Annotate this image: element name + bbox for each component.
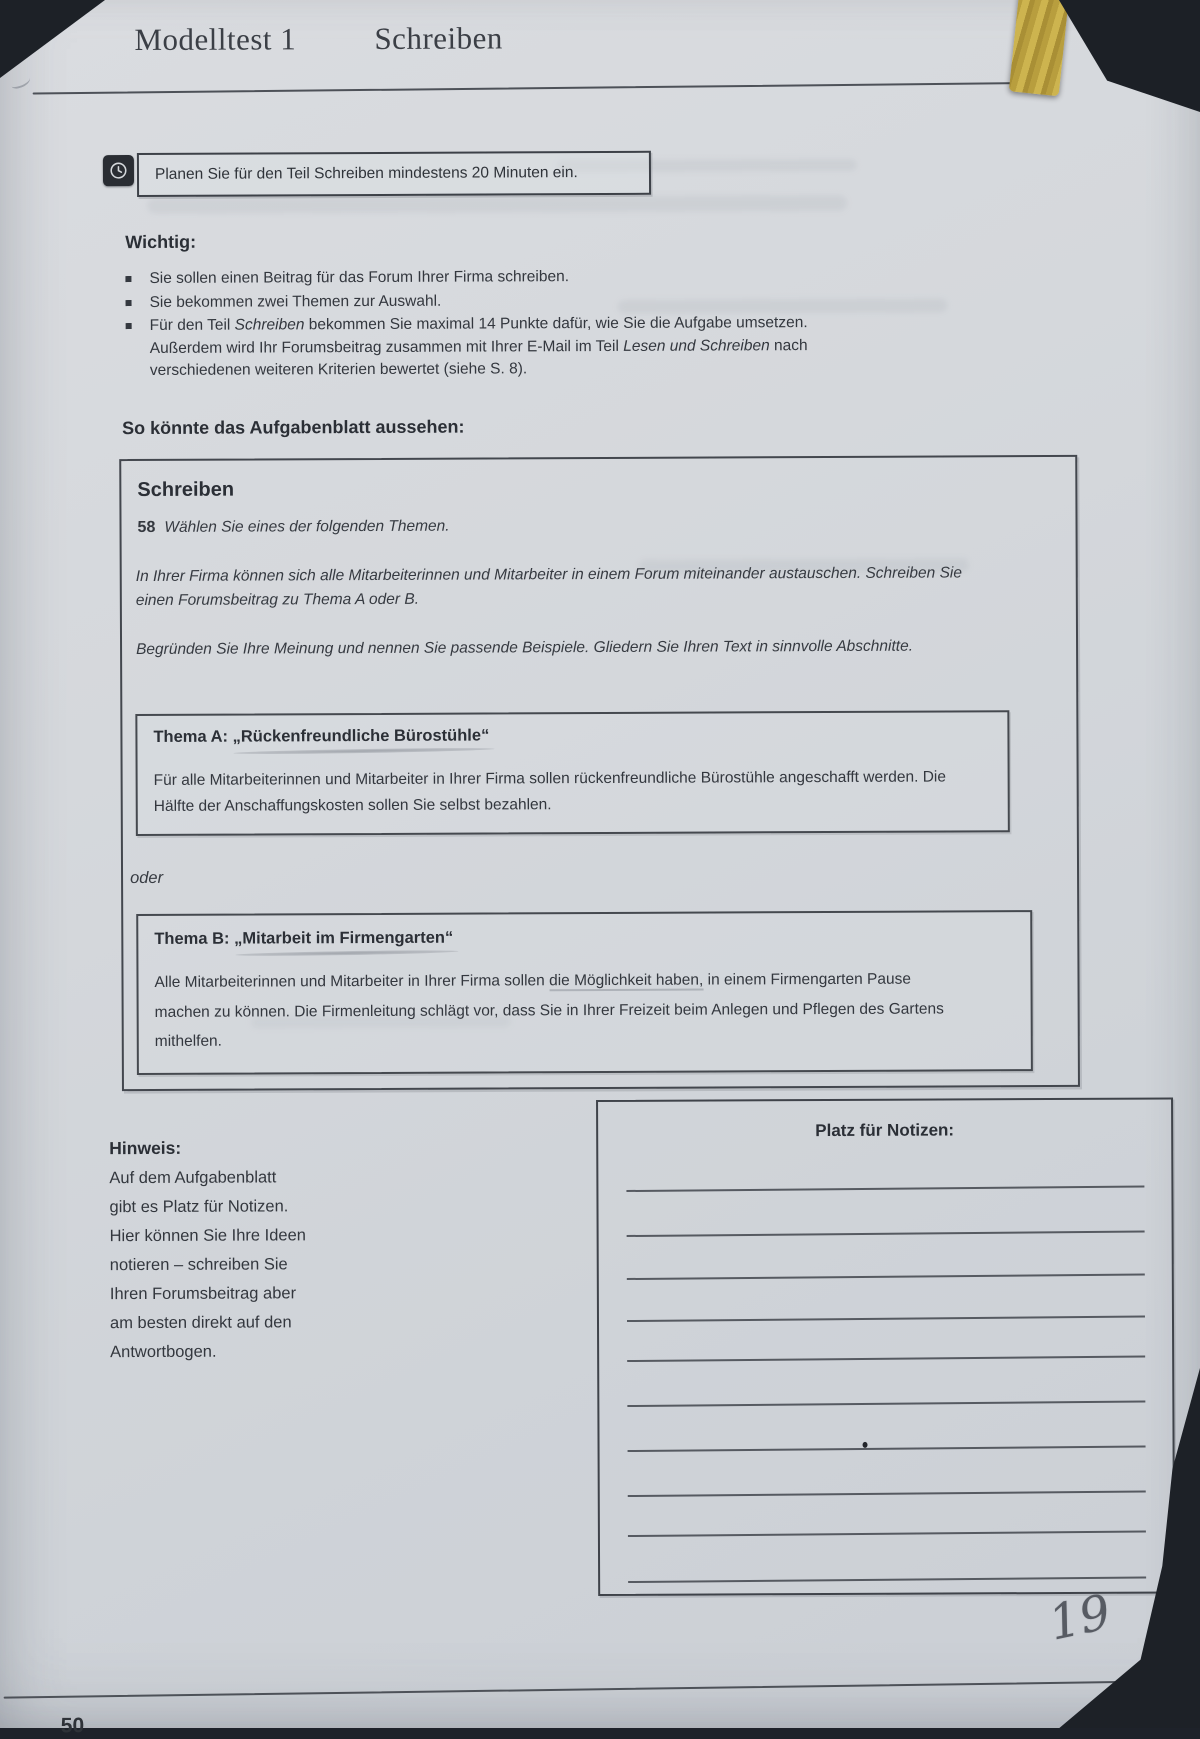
note-line xyxy=(626,1185,1144,1191)
note-line xyxy=(627,1273,1145,1279)
bullet-text: Für den Teil Schreiben bekommen Sie maximal 14 Punkte dafür, wie Sie die Aufgabe umsetzen. Außerdem wird Ihr Forumsbeitrag zusammen mit Ihrer E-Mail im Teil Lesen und Schreiben nach verschiedenen weiteren Kriterien bewertet (siehe S. 8). xyxy=(149,314,808,379)
hinweis-line: gibt es Platz für Notizen. xyxy=(109,1197,289,1217)
note-line xyxy=(627,1230,1145,1236)
bleedthrough-smudge xyxy=(147,195,847,214)
task-intro-paragraph: In Ihrer Firma können sich alle Mitarbeiterinnen und Mitarbeiter in einem Forum miteinander austauschen. Schreiben Sie einen Forumsbeitrag zu Thema A oder B. xyxy=(135,564,962,609)
note-line xyxy=(627,1315,1145,1321)
handwritten-page-number: 19 xyxy=(1044,1584,1116,1652)
footer-rule xyxy=(4,1680,1169,1699)
thema-a-title: „Rückenfreundliche Bürostühle“ xyxy=(232,726,490,746)
header-rule xyxy=(33,82,1043,95)
bullet-text: Sie bekommen zwei Themen zur Auswahl. xyxy=(149,292,442,311)
hinweis-line: Ihren Forumsbeitrag aber xyxy=(109,1284,297,1304)
notes-box xyxy=(596,1098,1175,1597)
note-line xyxy=(628,1576,1146,1582)
time-note-text: Planen Sie für den Teil Schreiben mindestens 20 Minuten ein. xyxy=(154,164,578,183)
thema-a-box xyxy=(135,710,1010,836)
hinweis-line: am besten direkt auf den xyxy=(109,1313,292,1333)
list-item xyxy=(123,288,847,314)
bullet-marker xyxy=(125,276,131,282)
bullet-marker xyxy=(126,323,132,329)
hinweis-line: Antwortbogen. xyxy=(110,1342,217,1362)
thema-a-heading: Thema A: „Rückenfreundliche Bürostühle“ xyxy=(153,726,490,746)
hinweis-text xyxy=(109,1163,390,1367)
note-line xyxy=(628,1445,1146,1451)
task-sheet-box xyxy=(119,455,1080,1091)
thema-connector: oder xyxy=(130,868,164,888)
task-item-line xyxy=(137,518,449,537)
page-section-title: Schreiben xyxy=(374,20,503,56)
thema-b-box xyxy=(136,910,1033,1075)
underlined-phrase: die Möglichkeit haben, xyxy=(549,971,704,990)
thema-a-body: Für alle Mitarbeiterinnen und Mitarbeiter in Ihrer Firma sollen rückenfreundliche Bürostühle angeschafft werden. Die Hälfte der Anschaffungskosten sollen Sie selbst bezahlen. xyxy=(153,768,947,815)
list-item xyxy=(124,312,850,383)
hinweis-line: Hier können Sie Ihre Ideen xyxy=(109,1226,306,1246)
wichtig-bullet-list xyxy=(123,265,847,384)
clock-icon xyxy=(103,155,134,186)
printed-page-number: 50 xyxy=(60,1714,85,1738)
notes-box-heading: Platz für Notizen: xyxy=(815,1120,955,1141)
task-sheet-title: Schreiben xyxy=(137,478,235,502)
time-note-box xyxy=(137,151,651,197)
sample-sheet-heading: So könnte das Aufgabenblatt aussehen: xyxy=(122,416,465,439)
bullet-marker xyxy=(126,300,132,306)
list-item xyxy=(123,265,847,291)
note-line xyxy=(627,1355,1145,1361)
thema-b-title: „Mitarbeit im Firmengarten“ xyxy=(234,928,454,948)
bullet-text: Sie sollen einen Beitrag für das Forum Ihrer Firma schreiben. xyxy=(149,268,570,287)
hinweis-line: Auf dem Aufgabenblatt xyxy=(109,1168,277,1188)
hinweis-heading: Hinweis: xyxy=(109,1137,182,1159)
task-instruction: Wählen Sie eines der folgenden Themen. xyxy=(164,517,450,536)
page-title: Modelltest 1 xyxy=(134,21,297,58)
pencil-mark xyxy=(9,74,31,91)
wichtig-heading: Wichtig: xyxy=(125,231,197,253)
thema-b-heading: Thema B: „Mitarbeit im Firmengarten“ xyxy=(154,928,454,948)
task-intro-paragraph: Begründen Sie Ihre Meinung und nennen Sie passende Beispiele. Gliedern Sie Ihren Text in sinnvolle Abschnitte. xyxy=(136,637,914,659)
ink-dot xyxy=(863,1442,868,1448)
hinweis-line: notieren – schreiben Sie xyxy=(109,1255,288,1275)
task-item-number: 58 xyxy=(137,518,156,537)
note-line xyxy=(628,1530,1146,1536)
note-line xyxy=(627,1400,1145,1406)
thema-b-body: Alle Mitarbeiterinnen und Mitarbeiter in Ihrer Firma sollen die Möglichkeit haben, in einem Firmengarten Pause machen zu können. Die Firmenleitung schlägt vor, dass Sie in Ihrer Freizeit beim Anlegen und Pflegen des Gartens mithelfen. xyxy=(154,970,944,1050)
note-line xyxy=(628,1490,1146,1496)
